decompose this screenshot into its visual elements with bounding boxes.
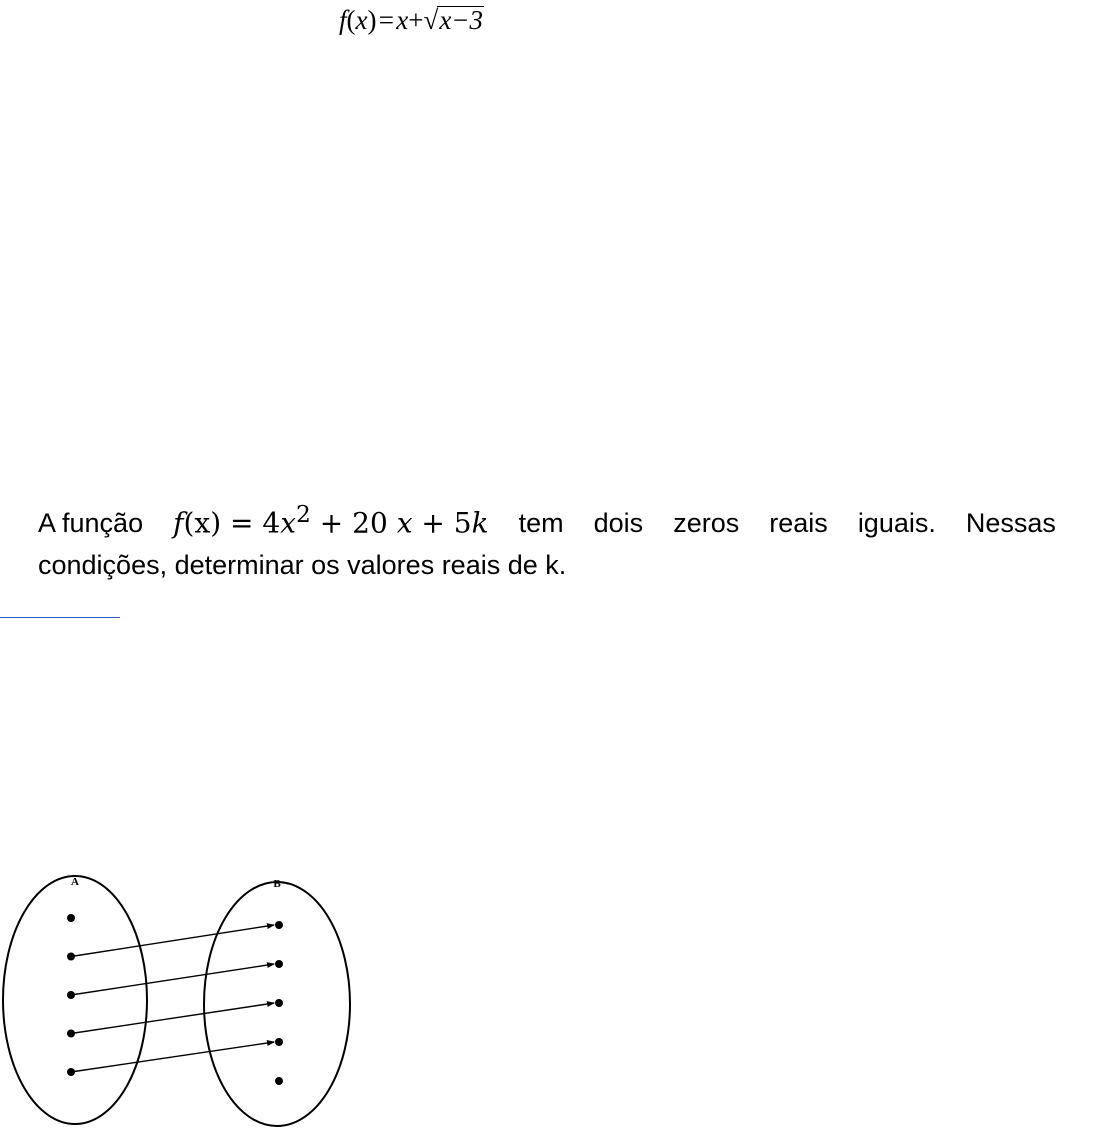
- set-a-point: [67, 914, 75, 922]
- function-formula: [339, 4, 484, 36]
- question-text: [38, 493, 1056, 586]
- formula-paren-close: ): [367, 5, 377, 35]
- set-a-point: [67, 953, 75, 961]
- mapping-arrow: [71, 925, 274, 957]
- question-word: tem: [518, 508, 564, 539]
- set-a-ellipse: [3, 876, 147, 1124]
- set-a-point: [67, 991, 75, 999]
- blue-divider-line: [0, 617, 120, 618]
- mapping-arrow: [71, 964, 274, 995]
- set-b-point: [275, 999, 283, 1007]
- set-a-point: [67, 1068, 75, 1076]
- formula-f: f: [339, 5, 347, 35]
- question-word: dois: [593, 508, 644, 539]
- set-b-point: [275, 1038, 283, 1046]
- set-b-point: [275, 960, 283, 968]
- formula-term: x: [396, 5, 409, 35]
- set-a-point: [67, 1030, 75, 1038]
- formula-equals: =: [378, 5, 394, 35]
- mapping-arrow: [71, 1042, 274, 1072]
- question-line-1: [38, 493, 1056, 544]
- formula-var: x: [355, 5, 368, 35]
- question-word: reais: [769, 508, 828, 539]
- set-mapping-diagram: [0, 868, 356, 1130]
- formula-radicand: x−3: [439, 5, 484, 35]
- formula-plus: +: [408, 5, 424, 35]
- question-line-2: condições, determinar os valores reais de k.: [38, 550, 567, 581]
- question-word: iguais.: [857, 508, 936, 539]
- set-a-label: A: [71, 876, 79, 888]
- diagram-svg: [0, 868, 356, 1130]
- question-word: Nessas: [965, 508, 1056, 539]
- question-intro: A função: [38, 508, 144, 539]
- radical-sign-icon: √: [423, 5, 439, 35]
- set-b-point: [275, 1077, 283, 1085]
- set-b-point: [275, 921, 283, 929]
- question-word: zeros: [673, 508, 740, 539]
- mapping-arrow: [71, 1003, 274, 1034]
- formula-paren-open: (: [346, 5, 356, 35]
- quadratic-formula: $f(x) = 4x^2 + 20$ x + 5k: [173, 500, 489, 540]
- set-b-label: B: [273, 878, 281, 890]
